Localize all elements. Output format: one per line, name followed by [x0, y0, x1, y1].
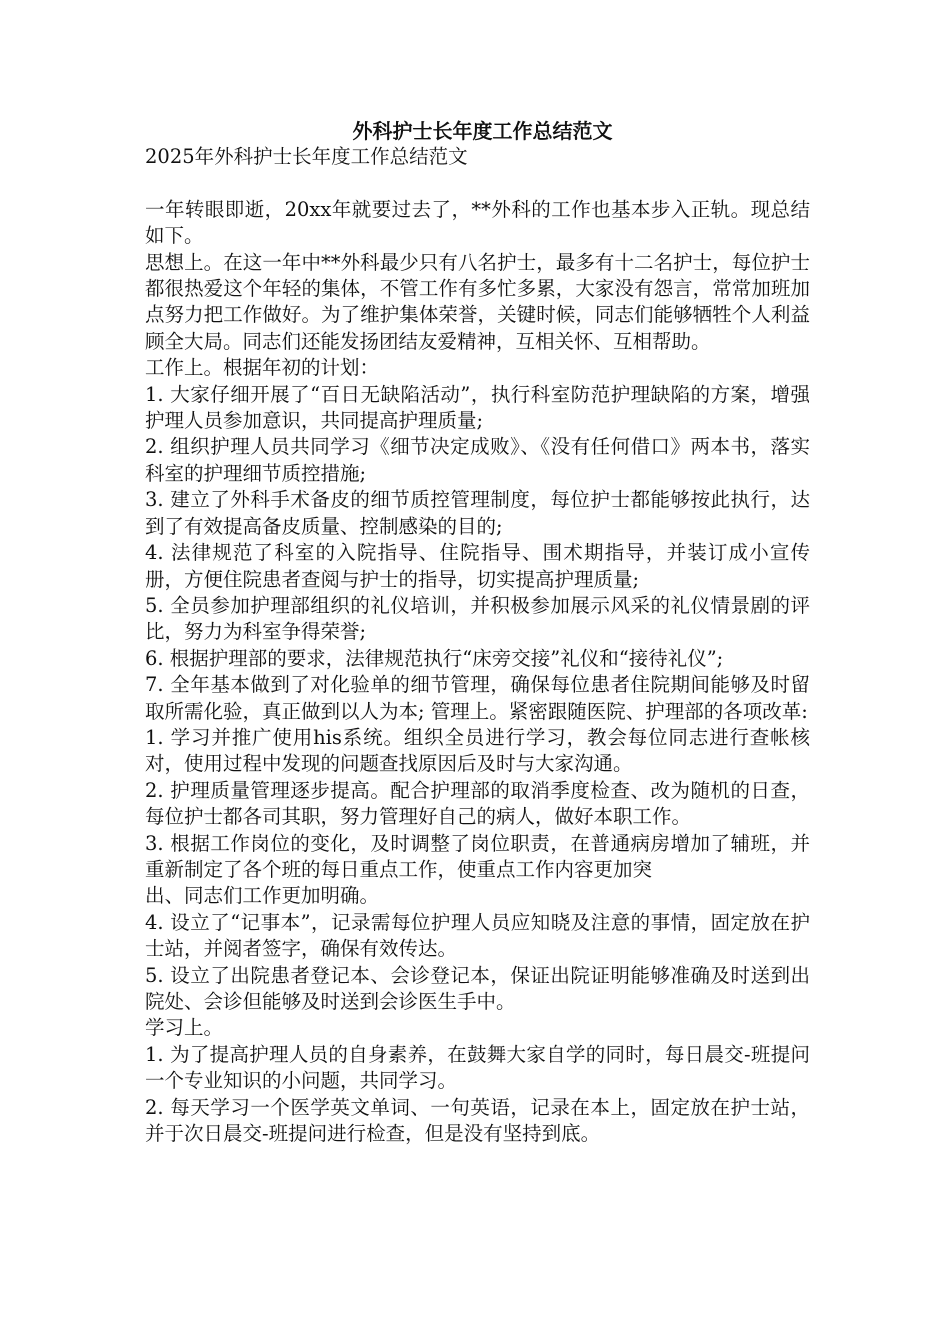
paragraph-mgmt-item-2: 2. 护理质量管理逐步提高。配合护理部的取消季度检查、改为随机的日查，每位护士都各司其职，努力管理好自己的病人，做好本职工作。: [145, 778, 810, 829]
paragraph-study-heading: 学习上。: [145, 1016, 224, 1040]
paragraph-work-heading: 工作上。根据年初的计划：: [145, 356, 380, 380]
document-page: [145, 118, 810, 1147]
paragraph-work-item-2: 2. 组织护理人员共同学习《细节决定成败》、《没有任何借口》两本书，落实科室的护理细节质控措施;: [145, 435, 810, 485]
paragraph-work-item-7: 7. 全年基本做到了对化验单的细节管理，确保每位患者住院期间能够及时留取所需化验，真正做到以人为本; 管理上。紧密跟随医院、护理部的各项改革:: [145, 673, 810, 723]
paragraph-mgmt-item-3: 3. 根据工作岗位的变化，及时调整了岗位职责，在普通病房增加了辅班，并重新制定了各个班的每日重点工作，使重点工作内容更加突: [145, 831, 810, 881]
document-subtitle: 2025年外科护士长年度工作总结范文: [145, 145, 468, 169]
paragraph-study-item-2: 2. 每天学习一个医学英文单词、一句英语，记录在本上，固定放在护士站，并于次日晨交-班提问进行检查，但是没有坚持到底。: [145, 1095, 810, 1146]
paragraph-work-item-1: 1. 大家仔细开展了“百日无缺陷活动”，执行科室防范护理缺陷的方案，增强护理人员参加意识，共同提高护理质量;: [145, 382, 810, 433]
blank-line: [145, 171, 810, 197]
paragraph-intro: 一年转眼即逝，20xx年就要过去了，**外科的工作也基本步入正轨。现总结如下。: [145, 197, 810, 248]
paragraph-work-item-3: 3. 建立了外科手术备皮的细节质控管理制度，每位护士都能够按此执行，达到了有效提高备皮质量、控制感染的目的;: [145, 488, 810, 538]
paragraph-thought: 思想上。在这一年中**外科最少只有八名护士，最多有十二名护士，每位护士都很热爱这个年轻的集体，不管工作有多忙多累，大家没有怨言，常常加班加点努力把工作做好。为了维护集体荣誉，关键时候，同志们能够牺牲个人利益顾全大局。同志们还能发扬团结友爱精神，互相关怀、互相帮助。: [145, 250, 810, 353]
document-title: 外科护士长年度工作总结范文: [352, 119, 613, 143]
paragraph-mgmt-item-4: 4. 设立了“记事本”，记录需每位护理人员应知晓及注意的事情，固定放在护士站，并阅者签字，确保有效传达。: [145, 910, 810, 961]
paragraph-mgmt-item-3-cont: 出、同志们工作更加明确。: [145, 884, 380, 908]
paragraph-work-item-4: 4. 法律规范了科室的入院指导、住院指导、围术期指导，并装订成小宣传册，方便住院患者查阅与护士的指导，切实提高护理质量;: [145, 541, 810, 591]
paragraph-mgmt-item-5: 5. 设立了出院患者登记本、会诊登记本，保证出院证明能够准确及时送到出院处、会诊但能够及时送到会诊医生手中。: [145, 963, 810, 1013]
paragraph-work-item-6: 6. 根据护理部的要求，法律规范执行“床旁交接”礼仪和“接待礼仪”;: [145, 646, 724, 670]
paragraph-mgmt-item-1: 1. 学习并推广使用his系统。组织全员进行学习，教会每位同志进行查帐核对，使用过程中发现的问题查找原因后及时与大家沟通。: [145, 725, 810, 776]
paragraph-work-item-5: 5. 全员参加护理部组织的礼仪培训，并积极参加展示风采的礼仪情景剧的评比，努力为科室争得荣誉;: [145, 593, 810, 644]
paragraph-study-item-1: 1. 为了提高护理人员的自身素养，在鼓舞大家自学的同时，每日晨交-班提问一个专业知识的小问题，共同学习。: [145, 1042, 810, 1093]
